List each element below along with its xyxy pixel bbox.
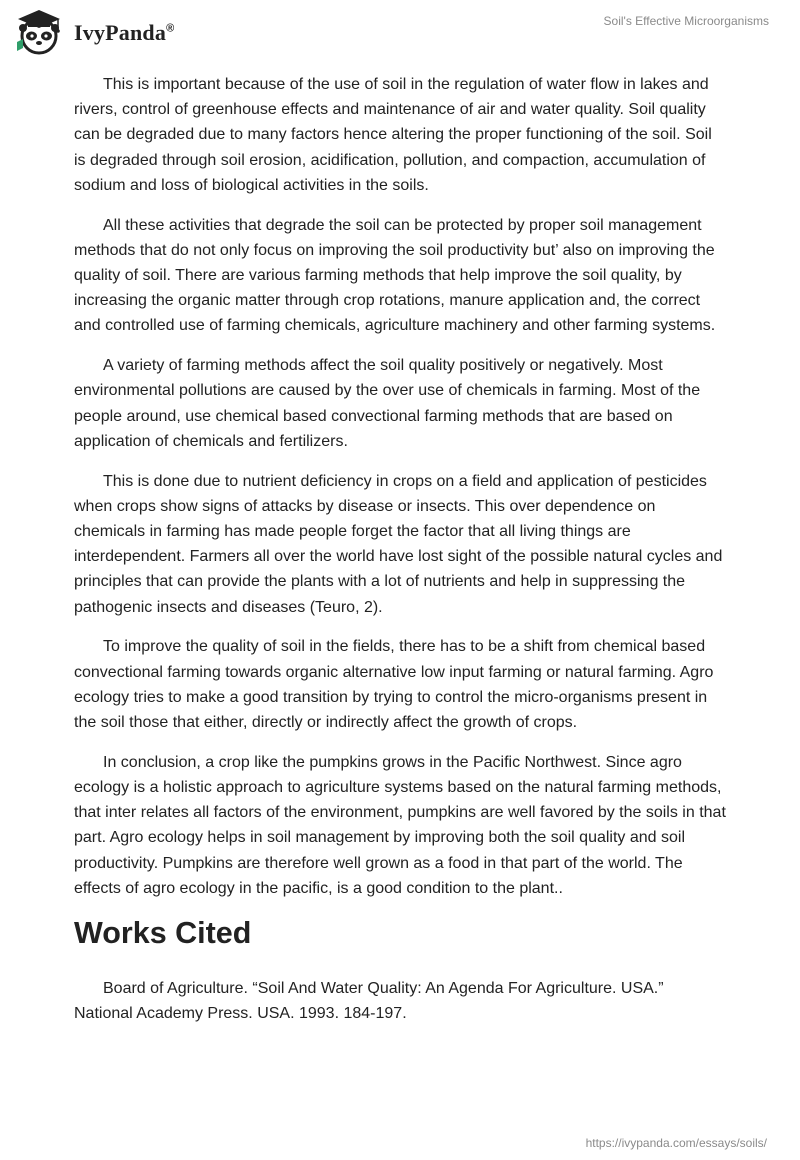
paragraph: All these activities that degrade the soil can be protected by proper soil management methods that do not only focus on improving the soil productivity but’ also on improving the quality of soil. There are various farming methods that help improve the soil quality, by increasing the organic matter through crop rotations, manure application and, the correct and controlled use of farming chemicals, agriculture machinery and other farming systems. bbox=[74, 216, 716, 335]
source-url[interactable]: https://ivypanda.com/essays/soils/ bbox=[585, 1136, 767, 1150]
paragraph: This is important because of the use of soil in the regulation of water flow in lakes and rivers, control of greenhouse effects and maintenance of air and water quality. Soil quality can be degraded due to many factors hence altering the proper functioning of the soil. Soil is degraded through soil erosion, acidification, pollution, and compaction, accumulation of sodium and loss of biological activities in the soils. bbox=[74, 76, 712, 194]
document-title: Soil's Effective Microorganisms bbox=[603, 14, 769, 28]
essay-body bbox=[74, 72, 726, 1041]
page-header bbox=[0, 0, 800, 60]
paragraph: This is done due to nutrient deficiency in crops on a field and application of pesticides when crops show signs of attacks by disease or insects. This over dependence on chemicals in farming has made people forget the factor that all living things are interdependent. Farmers all over the world have lost sight of the possible natural cycles and principles that can provide the plants with a lot of nutrients and help in suppressing the pathogenic insects and diseases (Teuro, 2). bbox=[74, 472, 723, 616]
paragraph: To improve the quality of soil in the fields, there has to be a shift from chemical based convectional farming towards organic alternative low input farming or natural farming. Agro ecology tries to make a good transition by trying to control the micro-organisms present in the soil those that either, directly or indirectly affect the growth of crops. bbox=[74, 638, 714, 732]
brand-name: IvyPanda® bbox=[74, 20, 175, 45]
panda-graduate-icon bbox=[14, 8, 64, 58]
paragraph: A variety of farming methods affect the soil quality positively or negatively. Most environmental pollutions are caused by the over use of chemicals in farming. Most of the people around, use chemical based convectional farming methods that are based on application of chemicals and fertilizers. bbox=[74, 357, 701, 450]
paragraph: In conclusion, a crop like the pumpkins grows in the Pacific Northwest. Since agro ecology is a holistic approach to agriculture systems based on the natural farming methods, that inter relates all factors of the environment, pumpkins are well favored by the soils in that part. Agro ecology helps in soil management by improving both the soil quality and soil productivity. Pumpkins are therefore well grown as a food in that part of the world. The effects of agro ecology in the pacific, is a good condition to the plant.. bbox=[74, 753, 726, 897]
works-cited-heading: Works Cited bbox=[74, 916, 252, 951]
citation-entry: Board of Agriculture. “Soil And Water Quality: An Agenda For Agriculture. USA.” National Academy Press. USA. 1993. 184-197. bbox=[74, 980, 664, 1023]
brand-logo[interactable] bbox=[14, 8, 174, 58]
